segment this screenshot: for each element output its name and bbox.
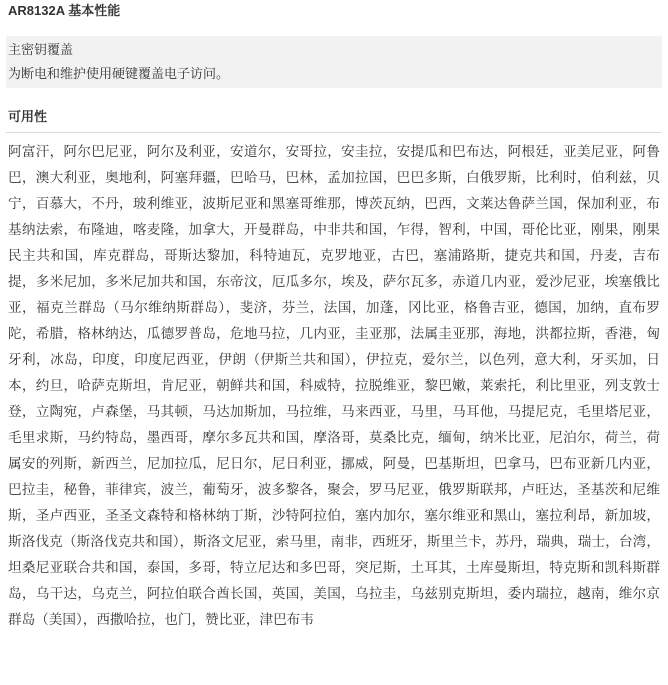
availability-country-list: 阿富汗，阿尔巴尼亚，阿尔及利亚，安道尔，安哥拉，安圭拉，安提瓜和巴布达，阿根廷，亚美尼亚，阿鲁巴，澳大利亚，奥地利，阿塞拜疆，巴哈马，巴林，孟加拉国，巴巴多斯，白俄罗斯，比利时，伯利兹，贝宁，百慕大，不丹，玻利维亚，波斯尼亚和黑塞哥维那，博茨瓦纳，巴西，文莱达鲁萨兰国，保加利亚，布基纳法索，布隆迪，喀麦隆，加拿大，开曼群岛，中非共和国，乍得，智利，中国，哥伦比亚，刚果，刚果民主共和国，库克群岛，哥斯达黎加，科特迪瓦，克罗地亚，古巴，塞浦路斯，捷克共和国，丹麦，吉布提，多米尼加，多米尼加共和国，东帝汶，厄瓜多尔，埃及，萨尔瓦多，赤道几内亚，爱沙尼亚，埃塞俄比亚，福克兰群岛（马尔维纳斯群岛），斐济，芬兰，法国，加蓬，冈比亚，格鲁吉亚，德国，加纳，直布罗陀，希腊，格林纳达，瓜德罗普岛，危地马拉，几内亚，圭亚那，法属圭亚那，海地，洪都拉斯，香港，匈牙利，冰岛，印度，印度尼西亚，伊朗（伊斯兰共和国），伊拉克，爱尔兰，以色列，意大利，牙买加，日本，约旦，哈萨克斯坦，肯尼亚，朝鲜共和国，科威特，拉脱维亚，黎巴嫩，莱索托，利比里亚，列支敦士登，立陶宛，卢森堡，马其顿，马达加斯加，马拉维，马来西亚，马里，马耳他，马提尼克，毛里塔尼亚，毛里求斯，马约特岛，墨西哥，摩尔多瓦共和国，摩洛哥，莫桑比克，缅甸，纳米比亚，尼泊尔，荷兰，荷属安的列斯，新西兰，尼加拉瓜，尼日尔，尼日利亚，挪威，阿曼，巴基斯坦，巴拿马，巴布亚新几内亚，巴拉圭，秘鲁，菲律宾，波兰，葡萄牙，波多黎各，聚会，罗马尼亚，俄罗斯联邦，卢旺达，圣基茨和尼维斯，圣卢西亚，圣圣文森特和格林纳丁斯，沙特阿拉伯，塞内加尔，塞尔维亚和黑山，塞拉利昂，新加坡，斯洛伐克（斯洛伐克共和国），斯洛文尼亚，索马里，南非，西班牙，斯里兰卡，苏丹，瑞典，瑞士，台湾，坦桑尼亚联合共和国，泰国，多哥，特立尼达和多巴哥，突尼斯，土耳其，土库曼斯坦，特克斯和凯科斯群岛，乌干达，乌克兰，阿拉伯联合酋长国，英国，美国，乌拉圭，乌兹别克斯坦，委内瑞拉，越南，维尔京群岛（美国），西撒哈拉，也门，赞比亚，津巴布韦: [8, 144, 660, 628]
feature-name: 主密钥覆盖: [8, 43, 74, 58]
page-title: AR8132A 基本性能: [8, 3, 121, 18]
availability-heading: 可用性: [6, 108, 662, 133]
feature-block: [6, 36, 662, 88]
feature-description: 为断电和维护使用硬键覆盖电子访问。: [8, 67, 230, 82]
